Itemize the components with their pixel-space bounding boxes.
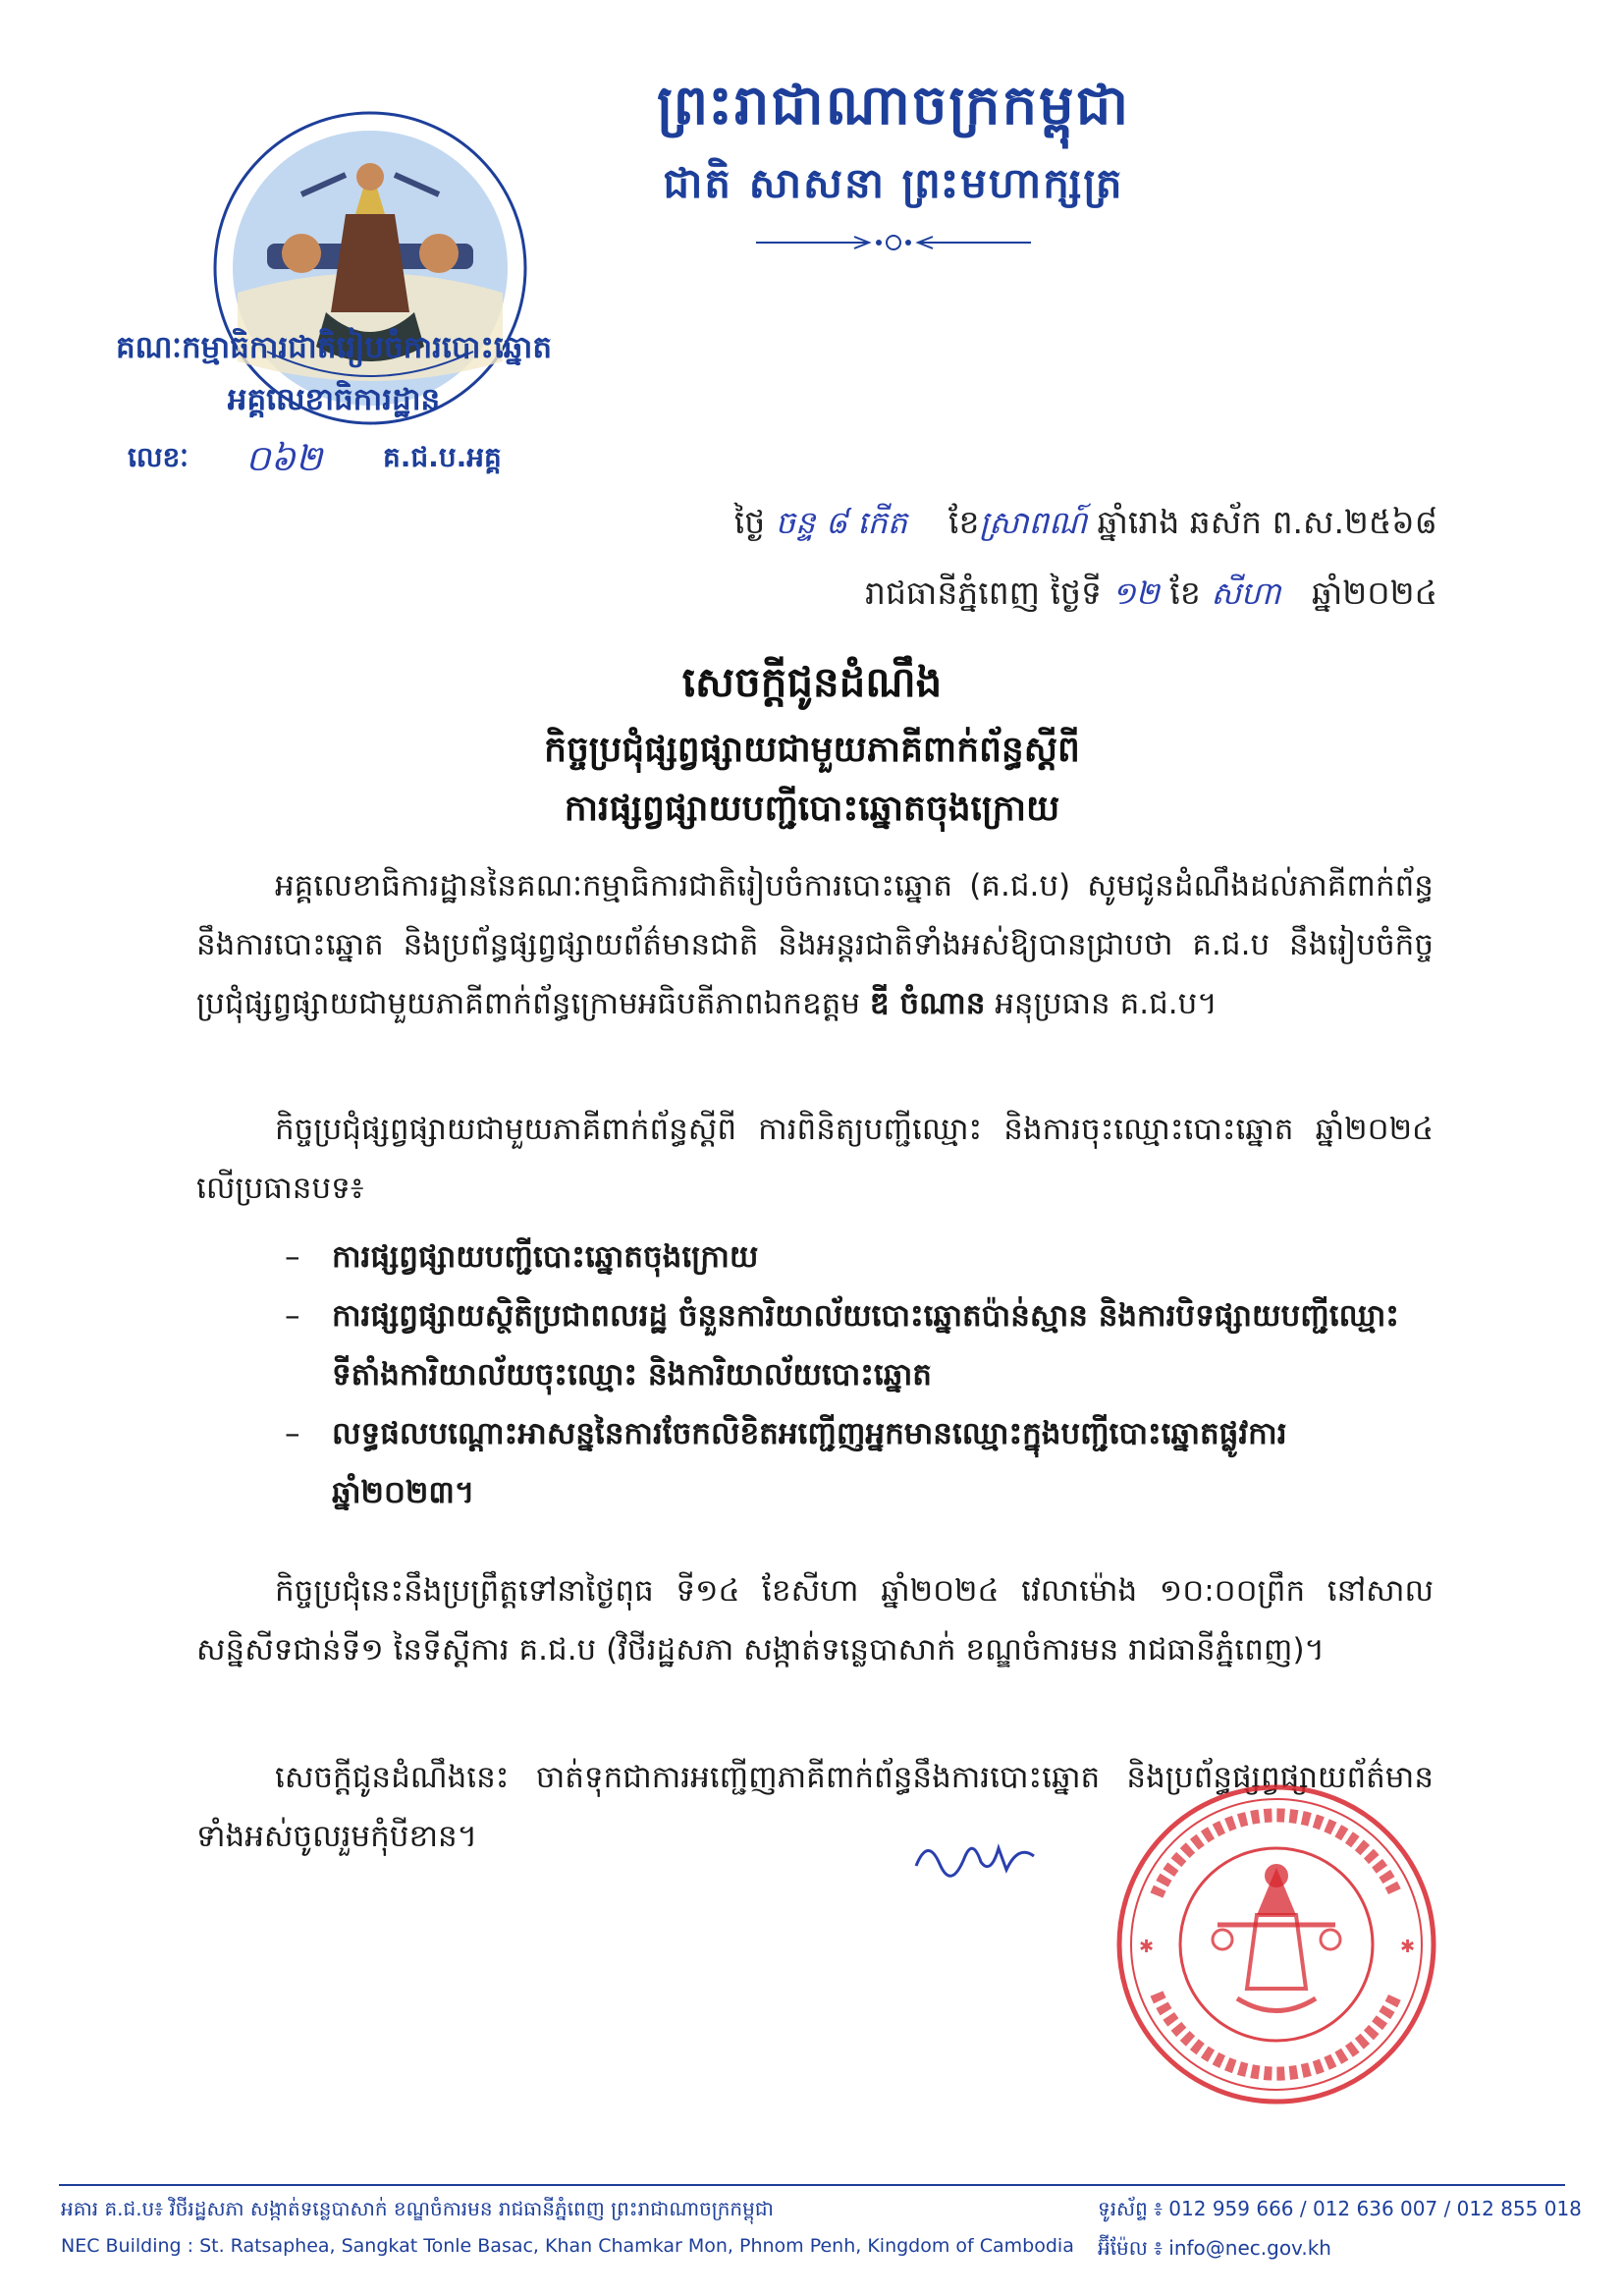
footer-address-km: អគារ គ.ជ.ប៖ វិថីរដ្ឋសភា សង្កាត់ទន្លេបាសាក់ ខណ្ឌចំការមន រាជធានីភ្នំពេញ ព្រះរាជាណាចក្រកម្ពុជា — [61, 2197, 774, 2220]
footer-phone: ទូរស័ព្ទ ៖ 012 959 666 / 012 636 007 / 012 855 018 — [1098, 2197, 1582, 2220]
chair-name: ឌី ចំណាន — [869, 986, 986, 1021]
ref-number: ០៦២ — [245, 439, 323, 479]
month-prefix: ខែ — [1169, 574, 1201, 612]
topic-item: – លទ្ធផលបណ្តោះអាសន្ននៃការចែកលិខិតអញ្ជើញអ្នកមានឈ្មោះក្នុងបញ្ជីបោះឆ្នោតផ្លូវការ ឆ្នាំ២០២៣។ — [285, 1416, 1287, 1510]
signature — [908, 1827, 1046, 1886]
lunar-date-line — [734, 503, 1437, 550]
ornament-divider — [746, 228, 1041, 257]
solar-month: សីហា — [1211, 574, 1281, 612]
footer-email[interactable]: អ៊ីម៉ែល ៖ info@nec.gov.kh — [1098, 2236, 1331, 2260]
paragraph-4-text: សេចក្តីជូនដំណឹងនេះ ចាត់ទុកជាការអញ្ជើញភាគីពាក់ព័ន្ធនឹងការបោះឆ្នោត និងប្រព័ន្ធផ្សព្វផ្សាយព័ត៌មានទាំងអស់ចូលរួមកុំបីខាន។ — [196, 1760, 1434, 1854]
notice-subtitle-2: ការផ្សព្វផ្សាយបញ្ជីបោះឆ្នោតចុងក្រោយ — [564, 788, 1060, 829]
national-motto: ជាតិ សាសនា ព្រះមហាក្សត្រ — [663, 159, 1124, 207]
paragraph-3 — [196, 1561, 1434, 1679]
place-prefix: រាជធានីភ្នំពេញ ថ្ងៃទី — [865, 574, 1102, 612]
topic-item: – ការផ្សព្វផ្សាយបញ្ជីបោះឆ្នោតចុងក្រោយ — [285, 1239, 759, 1275]
kingdom-title: ព្រះរាជាណាចក្រកម្ពុជា — [656, 73, 1131, 137]
paragraph-2 — [196, 1100, 1434, 1218]
lunar-prefix: ថ្ងៃ — [733, 503, 766, 541]
official-stamp — [1110, 1777, 1443, 2111]
lunar-year: ឆ្នាំរោង ឆស័ក ព.ស.២៥៦៨ — [1097, 503, 1437, 541]
svg-text:✱: ✱ — [1139, 1937, 1155, 1957]
org-name: គណៈកម្មាធិការជាតិរៀបចំការបោះឆ្នោត — [115, 330, 553, 365]
lunar-month-prefix: ខែ — [948, 503, 980, 541]
svg-text:✱: ✱ — [1400, 1937, 1416, 1957]
ref-suffix: គ.ជ.ប.អគ្គ — [383, 441, 502, 473]
topic-list — [285, 1228, 1434, 1522]
solar-day: ១២ — [1111, 574, 1160, 612]
solar-date-line — [865, 574, 1437, 621]
lunar-day: ចន្ទ ៨ កើត — [775, 504, 908, 541]
reference-line — [128, 440, 638, 489]
ref-label: លេខៈ — [128, 441, 189, 473]
paragraph-1 — [196, 856, 1434, 1033]
paragraph-1-end: អនុប្រធាន គ.ជ.ប។ — [995, 986, 1218, 1021]
paragraph-2-text: កិច្ចប្រជុំផ្សព្វផ្សាយជាមួយភាគីពាក់ព័ន្ធស្តីពី ការពិនិត្យបញ្ជីឈ្មោះ និងការចុះឈ្មោះបោះឆ្នោត ឆ្នាំ២០២៤ លើប្រធានបទ៖ — [196, 1112, 1434, 1206]
footer-divider — [59, 2184, 1565, 2186]
topic-item: – ការផ្សព្វផ្សាយស្ថិតិប្រជាពលរដ្ឋ ចំនួនការិយាល័យបោះឆ្នោតប៉ាន់ស្មាន និងការបិទផ្សាយបញ្ជីឈ្មោះទីតាំងការិយាល័យចុះឈ្មោះ និងការិយាល័យបោះឆ្នោត — [285, 1298, 1399, 1393]
org-unit: អគ្គលេខាធិការដ្ឋាន — [227, 382, 441, 417]
footer-address-en: NEC Building : St. Ratsaphea, Sangkat Tonle Basac, Khan Chamkar Mon, Phnom Penh, Kingdom of Cambodia — [61, 2235, 1074, 2257]
paragraph-3-text: កិច្ចប្រជុំនេះនឹងប្រព្រឹត្តទៅនាថ្ងៃពុធ ទី១៤ ខែសីហា ឆ្នាំ២០២៤ វេលាម៉ោង ១០:០០ព្រឹក នៅសាលសន្និសីទជាន់ទី១ នៃទីស្តីការ គ.ជ.ប (វិថីរដ្ឋសភា សង្កាត់ទន្លេបាសាក់ ខណ្ឌចំការមន រាជធានីភ្នំពេញ)។ — [196, 1573, 1434, 1667]
notice-subtitle-1: កិច្ចប្រជុំផ្សព្វផ្សាយជាមួយភាគីពាក់ព័ន្ធស្តីពី — [544, 729, 1080, 770]
notice-title: សេចក្តីជូនដំណឹង — [681, 658, 943, 706]
paragraph-1-text: អគ្គលេខាធិការដ្ឋាននៃគណៈកម្មាធិការជាតិរៀបចំការបោះឆ្នោត (គ.ជ.ប) សូមជូនដំណឹងដល់ភាគីពាក់ព័ន្ធនឹងការបោះឆ្នោត និងប្រព័ន្ធផ្សព្វផ្សាយព័ត៌មានជាតិ និងអន្តរជាតិទាំងអស់ឱ្យបានជ្រាបថា គ.ជ.ប នឹងរៀបចំកិច្ចប្រជុំផ្សព្វផ្សាយជាមួយភាគីពាក់ព័ន្ធក្រោមអធិបតីភាពឯកឧត្តម — [196, 868, 1434, 1021]
lunar-month: ស្រាពណ៍ — [979, 504, 1087, 541]
solar-year: ឆ្នាំ២០២៤ — [1311, 574, 1437, 612]
